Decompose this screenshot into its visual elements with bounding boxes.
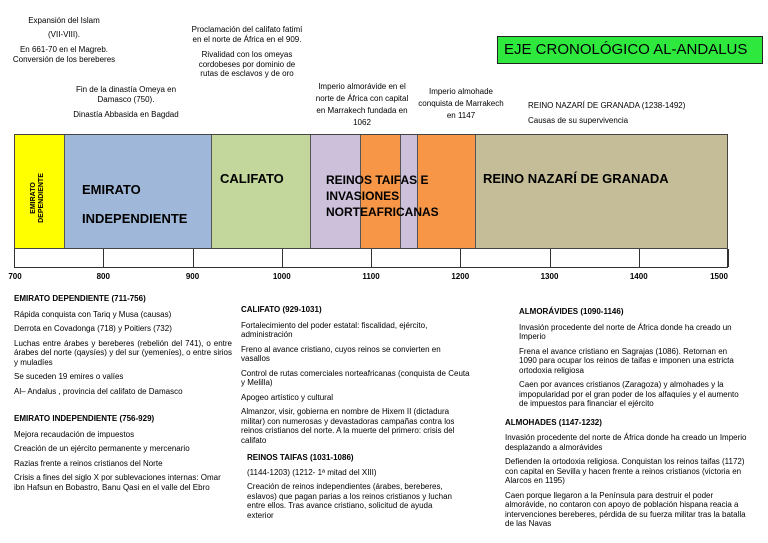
axis-tick-label: 1000: [272, 272, 291, 281]
axis-tick-mark: [103, 249, 104, 267]
emirato-dependiente-title: EMIRATO DEPENDIENTE (711-756): [14, 294, 146, 303]
axis-tick-label: 700: [8, 272, 22, 281]
note-almohade: [418, 86, 504, 126]
axis-tick-mark: [14, 249, 15, 267]
almohades-title: ALMOHADES (1147-1232): [505, 417, 602, 427]
axis-tick-mark: [193, 249, 194, 267]
label-nazari: REINO NAZARÍ DE GRANADA: [483, 171, 669, 186]
label-emirato-independiente-2: INDEPENDIENTE: [82, 211, 188, 226]
taifas-title: REINOS TAIFAS (1031-1086): [247, 453, 354, 462]
note-fatimi: [190, 25, 304, 83]
axis-tick-label: 800: [96, 272, 110, 281]
almoravides-title: ALMORÁVIDES (1090-1146): [519, 307, 624, 316]
axis-tick-label: 1300: [540, 272, 559, 281]
almoravides-item: Invasión procedente del norte de África donde ha creado un Imperio: [519, 322, 732, 341]
note-almoravide: [313, 81, 411, 133]
page-title: EJE CRONOLÓGICO AL-ANDALUS: [497, 36, 763, 64]
label-califato: CALIFATO: [220, 171, 284, 186]
emirato-ind-item: Mejora recaudación de impuestos: [14, 429, 135, 439]
note-omeya-text: Fin de la dinastía Omeya en Damasco (750).: [75, 85, 177, 104]
emirato-ind-item: Razias frente a reinos cristianos del Norte: [14, 458, 163, 468]
axis-tick-mark: [728, 249, 729, 267]
note-islam-dates: (VII-VIII).: [48, 29, 80, 39]
axis-tick-label: 900: [185, 272, 200, 281]
almohades-item: Invasión procedente del norte de África donde ha creado un Imperio desplazando a almorávides: [505, 433, 747, 452]
axis-tick-label: 1100: [362, 272, 380, 281]
note-islam-heading: Expansión del Islam: [28, 16, 100, 25]
almoravides-item: Frena el avance cristiano en Sagrajas (1086). Retornan en 1090 para ocupar los reinos de taifas e imponen una estricta ortodoxia religiosa: [519, 346, 734, 375]
note-omeya-abbasida: Dinastía Abbasida en Bagdad: [73, 110, 179, 119]
label-emirato-independiente-1: EMIRATO: [82, 182, 141, 197]
califato-item: Control de rutas comerciales norteafricanas (conquista de Ceuta y Melilla): [241, 368, 470, 387]
note-omeya: [70, 85, 182, 124]
label-emirato-dependiente: EMIRATO DEPENDIENTE: [30, 173, 45, 223]
axis-tick-mark: [550, 249, 551, 267]
emirato-independiente-title: EMIRATO INDEPENDIENTE (756-929): [14, 414, 155, 423]
note-nazari-causes: Causas de su supervivencia: [528, 115, 629, 125]
axis-tick-label: 1500: [710, 272, 728, 281]
axis-tick-label: 1400: [629, 272, 648, 281]
note-islam-text: En 661-70 en el Magreb. Conversión de los bereberes: [12, 45, 116, 64]
note-fatimi-text: Proclamación del califato fatimí en el norte de África en el 909.: [191, 25, 303, 44]
label-taifas-3: NORTEAFRICANAS: [326, 205, 439, 219]
note-nazari: [528, 101, 728, 129]
almohades-item: Caen porque llegaron a la Península para destruir el poder almorávide, no contaron con apoyo de población hispana reacia a intervenciones bereberes, pérdida de su fuerza militar tras la batalla de las Navas: [505, 490, 746, 528]
califato-item: Freno al avance cristiano, cuyos reinos se convierten en vasallos: [241, 344, 441, 363]
califato-item: Almanzor, visir, gobierna en nombre de Hixem II (dictadura militar) con numerosas y devastadoras campañas contra los reinos cristianos del norte. A la muerte del primero: crisis del califato: [241, 407, 455, 445]
axis-tick-mark: [371, 249, 372, 267]
emirato-ind-item: Creación de un ejército permanente y mercenario: [14, 444, 190, 453]
emirato-ind-item: Crisis a fines del siglo X por sublevaciones internas: Omar ibn Hafsun en Bobastro, Banu Qasi en el valle del Ebro: [14, 473, 221, 492]
label-taifas-2: INVASIONES: [326, 189, 400, 203]
taifas-sub: (1144-1203) (1212- 1ª mitad del XIII): [247, 467, 377, 477]
axis-tick-mark: [282, 249, 283, 267]
note-fatimi-rivalidad: Rivalidad con los omeyas cordobeses por dominio de rutas de esclavos y de oro: [198, 50, 296, 78]
emirato-dep-item: Se suceden 19 emires o valíes: [14, 372, 124, 381]
califato-item: Apogeo artístico y cultural: [241, 392, 334, 402]
col-almoravides-almohades: [505, 307, 755, 534]
axis-tick-mark: [639, 249, 640, 267]
axis-tick-mark: [460, 249, 461, 267]
col-emirato: [14, 294, 232, 497]
note-almoravide-text: Imperio almorávide en el norte de África con capital en Marrakech fundada en 1062: [315, 82, 409, 127]
note-nazari-title: REINO NAZARÍ DE GRANADA (1238-1492): [528, 101, 686, 110]
califato-title: CALIFATO (929-1031): [241, 305, 322, 314]
note-almohade-text: Imperio almohade conquista de Marrakech en 1147: [418, 87, 504, 120]
califato-item: Fortalecimiento del poder estatal: fiscalidad, ejército, administración: [241, 320, 428, 339]
label-taifas-1: REINOS TAIFAS E: [326, 173, 429, 187]
note-islam: [8, 16, 120, 68]
taifas-item: Creación de reinos independientes (árabes, bereberes, eslavos) que pagan parias a los reinos cristianos y luchan entre ellos. Tras avance cristiano, solicitud de ayuda exterior: [247, 482, 453, 520]
emirato-dep-item: Luchas entre árabes y bereberes (rebelión del 741), o entre árabes del norte (qaysíes) y del sur (yemeníes), o entre sirios y muladíes: [14, 338, 232, 367]
col-califato: [241, 305, 471, 525]
emirato-dep-item: Rápida conquista con Tariq y Musa (causas): [14, 309, 172, 319]
almohades-item: Defienden la ortodoxia religiosa. Conquistan los reinos taifas (1172) con capital en Sevilla y hacen frente a reinos cristianos (victoria en Alarcos en 1195): [505, 457, 745, 485]
emirato-dep-item: Al– Andalus , provincia del califato de Damasco: [14, 386, 183, 396]
axis-tick-label: 1200: [451, 272, 470, 281]
emirato-dep-item: Derrota en Covadonga (718) y Poitiers (732): [14, 324, 172, 333]
almoravides-item: Caen por avances cristianos (Zaragoza) y almohades y la impopularidad por el gran poder de los alfaquíes y el aumento de impuestos para financiar el ejército: [519, 380, 739, 408]
